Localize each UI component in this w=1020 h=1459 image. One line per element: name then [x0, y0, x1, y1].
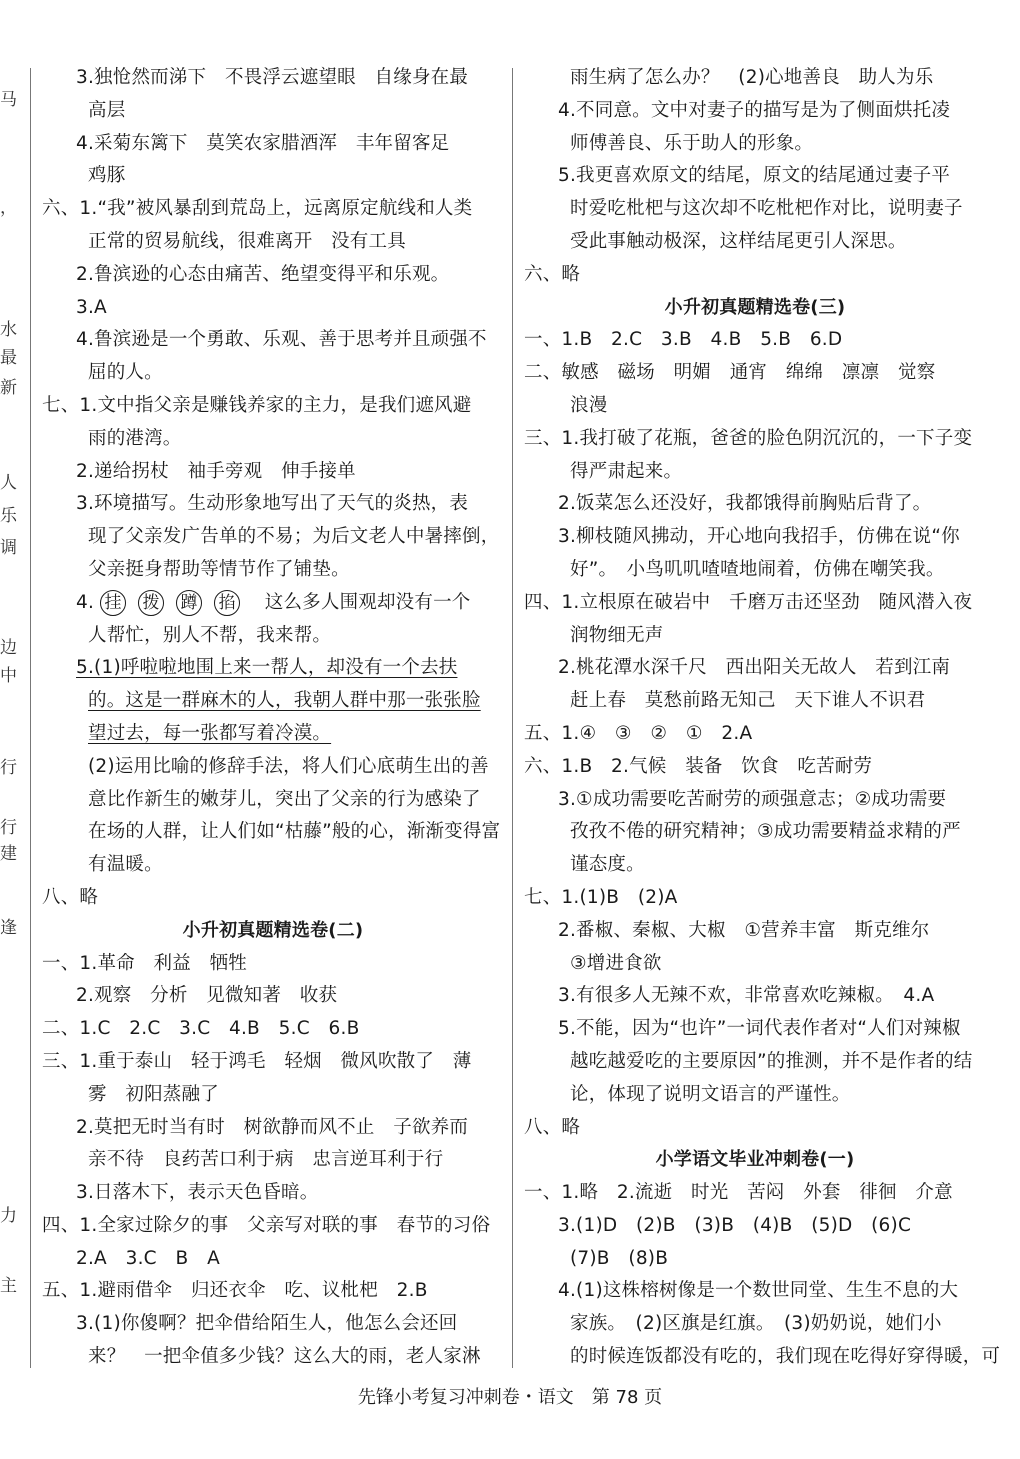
answer-text: 小升初真题精选卷(三): [664, 296, 846, 318]
answer-line: [42, 620, 504, 653]
answer-text: 六、1.“我”被风暴刮到荒岛上，远离原定航线和人类: [42, 198, 473, 220]
answer-text: 4.(1)这株榕树像是一个数世同堂、生生不息的大: [558, 1280, 959, 1302]
answer-line: [524, 488, 986, 521]
answer-line: [42, 652, 504, 685]
answer-line: [42, 390, 504, 423]
margin-char: ，: [0, 198, 17, 218]
answer-text: 在场的人群，让人们如“枯藤”般的心，渐渐变得富: [88, 821, 501, 843]
left-margin-cut-text: [0, 60, 17, 1360]
answer-text: 2.鲁滨逊的心态由痛苦、绝望变得平和乐观。: [76, 263, 450, 285]
section-heading: [524, 292, 986, 325]
answer-text: 赶上春 莫愁前路无知己 天下谁人不识君: [570, 690, 926, 712]
answer-text: 高层: [88, 99, 126, 121]
margin-char: 逢: [0, 918, 17, 938]
answer-text: 小学语文毕业冲刺卷(一): [655, 1149, 855, 1171]
answer-text: 3.(1)D (2)B (3)B (4)B (5)D (6)C: [558, 1214, 912, 1236]
answer-line: [524, 226, 986, 259]
answer-line: [42, 554, 504, 587]
answer-text: 八、略: [524, 1116, 581, 1138]
margin-char: 主: [0, 1276, 17, 1296]
answer-text: 三、1.我打破了花瓶，爸爸的脸色阴沉沉的，一下子变: [524, 427, 973, 449]
answer-text: 二、敏感 磁场 明媚 通宵 绵绵 凛凛 觉察: [524, 362, 936, 384]
answer-text: 六、1.B 2.气候 装备 饮食 吃苦耐劳: [524, 755, 873, 777]
answer-line: [524, 1243, 986, 1276]
page-footer: 先锋小考复习冲刺卷・语文 第 78 页: [357, 1387, 663, 1408]
answer-line: [524, 1177, 986, 1210]
answer-text: 小升初真题精选卷(二): [182, 919, 364, 941]
answer-text: 好”。 小鸟叽叽喳喳地闹着，仿佛在嘲笑我。: [570, 558, 945, 580]
answer-text: 雾 初阳蒸融了: [88, 1083, 219, 1105]
answer-text: 3.日落木下，表示天色昏暗。: [76, 1182, 319, 1204]
section-heading: [524, 1144, 986, 1177]
answer-line: [42, 160, 504, 193]
answer-line: [42, 95, 504, 128]
answer-text: 父亲挺身帮助等情节作了铺垫。: [88, 558, 350, 580]
answer-text: 论，体现了说明文语言的严谨性。: [570, 1083, 851, 1105]
answer-line: [524, 160, 986, 193]
answer-line: [524, 685, 986, 718]
underlined-sentence: 望过去，每一张都写着冷漠。: [88, 722, 332, 744]
answer-text: 3.独怆然而涕下 不畏浮云遮望眼 自缘身在最: [76, 67, 469, 88]
answer-line: [42, 1013, 504, 1046]
margin-char: 乐: [0, 506, 17, 526]
answer-text: 二、1.C 2.C 3.C 4.B 5.C 6.B: [42, 1018, 360, 1040]
answer-line: [524, 1210, 986, 1243]
answer-text: 家族。 (2)区旗是红旗。 (3)奶奶说，她们小: [570, 1313, 942, 1335]
answer-text: 四、1.立根原在破岩中 千磨万击还坚劲 随风潜入夜: [524, 591, 973, 613]
answer-text: 六、略: [524, 263, 581, 285]
answer-line: [524, 915, 986, 948]
answer-line: [524, 259, 986, 292]
answer-text: 的时候连饭都没有吃的，我们现在吃得好穿得暖，可: [570, 1346, 1001, 1368]
answer-line: [42, 456, 504, 489]
answer-text: 4.采菊东篱下 莫笑农家腊酒浑 丰年留客足: [76, 132, 450, 154]
answer-line: [42, 718, 504, 751]
answer-line: [42, 587, 504, 620]
answer-text: 3.A: [76, 296, 107, 318]
answer-line: [524, 521, 986, 554]
margin-char: 行: [0, 818, 17, 838]
answer-line: [524, 128, 986, 161]
answer-line: [524, 1013, 986, 1046]
answer-text: 五、1.④ ③ ② ① 2.A: [524, 722, 753, 744]
answer-text: 浪漫: [570, 394, 608, 416]
answer-text: 八、略: [42, 886, 99, 908]
margin-char: 最: [0, 348, 17, 368]
margin-char: 人: [0, 473, 17, 493]
answer-line: [42, 1308, 504, 1341]
answer-text: 师傅善良、乐于助人的形象。: [570, 132, 814, 154]
answer-text: 鸡豚: [88, 165, 126, 187]
column-divider: [512, 68, 513, 1368]
answer-line: [42, 784, 504, 817]
answer-line: [524, 1046, 986, 1079]
answer-text: 孜孜不倦的研究精神；③成功需要精益求精的严: [570, 821, 961, 843]
answer-line: [524, 193, 986, 226]
answer-text: 3.(1)你傻啊？把伞借给陌生人，他怎么会还回: [76, 1313, 458, 1335]
answer-text: 亲不待 良药苦口利于病 忠言逆耳利于行: [88, 1149, 444, 1171]
answer-text: 意比作新生的嫩芽儿，突出了父亲的行为感染了: [88, 788, 481, 810]
answer-line: [42, 948, 504, 981]
answer-line: [42, 1243, 504, 1276]
answer-line: [524, 1275, 986, 1308]
answer-line: [524, 1112, 986, 1145]
answer-line: [42, 193, 504, 226]
answer-text: 润物细无声: [570, 624, 664, 646]
margin-char: 力: [0, 1206, 17, 1226]
answer-line: [42, 1112, 504, 1145]
answer-line: [524, 784, 986, 817]
answer-line: [42, 685, 504, 718]
answer-line: [42, 259, 504, 292]
answer-text: 七、1.(1)B (2)A: [524, 886, 678, 908]
margin-char: 行: [0, 758, 17, 778]
answer-line: [524, 1341, 1001, 1374]
circled-character: 掐: [214, 590, 240, 616]
answer-line: [524, 1308, 986, 1341]
answer-line: [42, 226, 504, 259]
answer-line: [42, 1046, 504, 1079]
answer-line: [524, 652, 986, 685]
answer-line: [42, 1079, 504, 1112]
answer-line: [524, 718, 986, 751]
answer-line: [524, 95, 986, 128]
answer-line: [524, 357, 986, 390]
answer-text: 五、1.避雨借伞 归还衣伞 吃、议枇杷 2.B: [42, 1280, 428, 1302]
answer-line: [524, 882, 986, 915]
answer-line: [524, 324, 986, 357]
answer-column-right: [524, 62, 1001, 1374]
margin-char: 马: [0, 90, 17, 110]
answer-text: 4.不同意。文中对妻子的描写是为了侧面烘托凌: [558, 99, 951, 121]
answer-text: 来？ 一把伞值多少钱？这么大的雨，老人家淋: [88, 1346, 481, 1368]
margin-char: 调: [0, 538, 17, 558]
answer-line: [524, 816, 986, 849]
answer-text: 2.桃花潭水深千尺 西出阳关无故人 若到江南: [558, 657, 951, 679]
circled-character: 拨: [138, 590, 164, 616]
answer-text: 2.莫把无时当有时 树欲静而风不止 子欲养而: [76, 1116, 469, 1138]
answer-line: [524, 980, 986, 1013]
circled-character: 挂: [100, 590, 126, 616]
answer-line: [524, 948, 986, 981]
answer-line: [524, 456, 986, 489]
answer-line: [42, 980, 504, 1013]
answer-text: (2)运用比喻的修辞手法，将人们心底萌生出的善: [88, 755, 489, 777]
answer-line: [524, 554, 986, 587]
circled-character: 蹲: [176, 590, 202, 616]
margin-char: 中: [0, 666, 17, 686]
answer-text: 现了父亲发广告单的不易；为后文老人中暑摔倒，: [88, 526, 500, 548]
answer-line: [42, 324, 504, 357]
answer-text: 人帮忙，别人不帮，我来帮。: [88, 624, 332, 646]
answer-line: [524, 751, 986, 784]
answer-line: [42, 1341, 504, 1374]
answer-text: 2.饭菜怎么还没好，我都饿得前胸贴后背了。: [558, 493, 932, 515]
answer-text: 屈的人。: [88, 362, 163, 384]
underlined-sentence: 5.(1)呼啦啦地围上来一帮人，却没有一个去扶: [76, 657, 458, 679]
answer-line: [42, 521, 504, 554]
answer-line: [524, 849, 986, 882]
answer-line: [42, 751, 504, 784]
answer-line: [42, 1177, 504, 1210]
answer-text: 雨的港湾。: [88, 427, 182, 449]
answer-text: 2.递给拐杖 袖手旁观 伸手接单: [76, 460, 356, 482]
answer-text: 一、1.略 2.流逝 时光 苦闷 外套 徘徊 介意: [524, 1182, 953, 1204]
answer-text: 越吃越爱吃的主要原因”的推测，并不是作者的结: [570, 1050, 973, 1072]
answer-text: 2.观察 分析 见微知著 收获: [76, 985, 338, 1007]
left-margin-rule: [30, 68, 31, 1368]
answer-line: [524, 423, 986, 456]
margin-char: 建: [0, 844, 17, 864]
answer-text: 3.有很多人无辣不欢，非常喜欢吃辣椒。 4.A: [558, 985, 935, 1007]
answer-line: [42, 1144, 504, 1177]
margin-char: 新: [0, 378, 17, 398]
answer-text: 5.不能，因为“也许”一词代表作者对“人们对辣椒: [558, 1018, 961, 1040]
answer-text: 3.柳枝随风拂动，开心地向我招手，仿佛在说“你: [558, 526, 960, 548]
answer-line: [42, 62, 504, 95]
answer-text: 2.番椒、秦椒、大椒 ①营养丰富 斯克维尔: [558, 919, 930, 941]
answer-line: [524, 1079, 986, 1112]
answer-text: 雨生病了怎么办？ (2)心地善良 助人为乐: [570, 67, 934, 88]
answer-line: [42, 488, 504, 521]
answer-text: 七、1.文中指父亲是赚钱养家的主力，是我们遮风避: [42, 394, 472, 416]
answer-text: 得严肃起来。: [570, 460, 683, 482]
answer-text: 4.: [76, 591, 95, 613]
answer-text: 一、1.革命 利益 牺牲: [42, 952, 248, 974]
answer-text: 2.A 3.C B A: [76, 1247, 220, 1269]
answer-text: 时爱吃枇杷与这次却不吃枇杷作对比，说明妻子: [570, 198, 963, 220]
answer-line: [524, 587, 986, 620]
answer-line: [42, 1210, 504, 1243]
answer-text: (7)B (8)B: [570, 1247, 669, 1269]
answer-column-left: [42, 62, 504, 1374]
answer-line: [42, 1275, 504, 1308]
answer-line: [42, 882, 504, 915]
answer-text: 受此事触动极深，这样结尾更引人深思。: [570, 230, 907, 252]
answer-text: 谨态度。: [570, 854, 645, 876]
answer-line: [42, 292, 504, 325]
answer-line: [524, 390, 986, 423]
answer-line: [42, 357, 504, 390]
answer-line: [42, 849, 504, 882]
answer-text: 5.我更喜欢原文的结尾，原文的结尾通过妻子平: [558, 165, 951, 187]
answer-text: 有温暖。: [88, 854, 163, 876]
answer-text: 四、1.全家过除夕的事 父亲写对联的事 春节的习俗: [42, 1214, 491, 1236]
answer-line: [42, 816, 504, 849]
answer-text: 三、1.重于泰山 轻于鸿毛 轻烟 微风吹散了 薄: [42, 1050, 472, 1072]
answer-text: ③增进食欲: [570, 952, 662, 974]
margin-char: 水: [0, 320, 17, 340]
answer-text: 一、1.B 2.C 3.B 4.B 5.B 6.D: [524, 329, 843, 351]
answer-text: 3.环境描写。生动形象地写出了天气的炎热，表: [76, 493, 469, 515]
answer-line: [42, 128, 504, 161]
underlined-sentence: 的。这是一群麻木的人，我朝人群中那一张张脸: [88, 690, 481, 712]
section-heading: [42, 915, 504, 948]
answer-line: [524, 62, 986, 95]
answer-text: 3.①成功需要吃苦耐劳的顽强意志；②成功需要: [558, 788, 947, 810]
answer-text: 正常的贸易航线，很难离开 没有工具: [88, 230, 406, 252]
answer-text: 这么多人围观却没有一个: [246, 591, 471, 613]
margin-char: 边: [0, 638, 17, 658]
answer-text: 4.鲁滨逊是一个勇敢、乐观、善于思考并且顽强不: [76, 329, 487, 351]
answer-line: [42, 423, 504, 456]
answer-line: [524, 620, 986, 653]
